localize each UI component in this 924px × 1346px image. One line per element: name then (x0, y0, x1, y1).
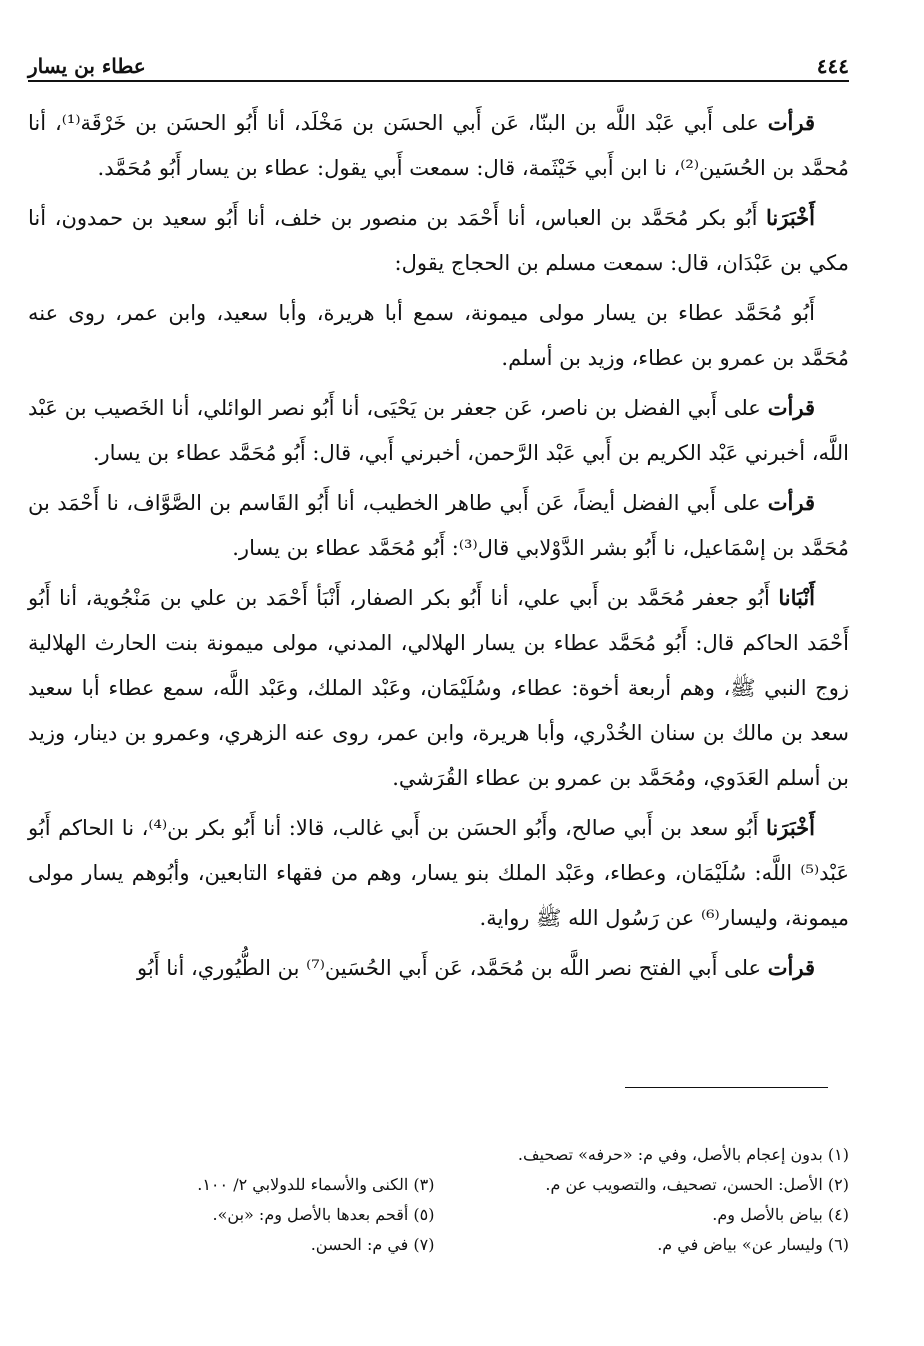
paragraph-lead: قرأت (767, 955, 815, 980)
main-text (28, 100, 849, 1106)
footnotes (40, 1140, 849, 1260)
paragraph (28, 575, 849, 801)
paragraph-lead: أَخْبَرَنا (766, 205, 815, 230)
paragraph-text: على أَبي الفضل بن ناصر، عَن جعفر بن يَحْيَى، أنا أَبُو نصر الوائلي، أنا الخَصيب بن عَبْد اللَّه، أخبرني عَبْد الكريم بن أَبي عَبْد الرَّحمن، أخبرني أَبي، قال: أَبُو مُحَمَّد عطاء بن يسار. (28, 396, 849, 465)
paragraph-text: أَبُو سعد بن أَبي صالح، وأَبُو الحسَن بن أَبي غالب، قالا: أنا أَبُو بكر بن⁽⁴⁾، نا الحاكم أَبُو عَبْد⁽⁵⁾ اللَّه: سُلَيْمَان، وعطاء، وعَبْد الملك بنو يسار، وهم من فقهاء التابعين، وأبُوهم يسار مولى ميمونة، وليسار⁽⁶⁾ عن رَسُول الله ﷺ رواية. (28, 816, 849, 930)
paragraph (28, 290, 849, 381)
paragraph-text: على أَبي الفتح نصر اللَّه بن مُحَمَّد، عَن أَبي الحُسَين⁽⁷⁾ بن الطُّيُوري، أنا أَبُو (137, 956, 768, 980)
page-header (28, 42, 849, 78)
paragraph-text: أَبُو بكر مُحَمَّد بن العباس، أنا أَحْمَد بن منصور بن خلف، أنا أَبُو سعيد بن حمدون، أنا مكي بن عَبْدَان، قال: سمعت مسلم بن الحجاج يقول: (28, 206, 849, 275)
paragraph-lead: قرأت (767, 110, 815, 135)
paragraph-lead: أَخْبَرَنا (766, 815, 815, 840)
paragraph-text: على أَبي عَبْد اللَّه بن البنّا، عَن أَبي الحسَن بن مَخْلَد، أنا أَبُو الحسَن بن خَرْقَة⁽¹⁾، أنا مُحمَّد بن الحُسَين⁽²⁾، نا ابن أَبي خَيْثَمة، قال: سمعت أَبي يقول: عطاء بن يسار أَبُو مُحَمَّد. (28, 111, 849, 180)
footnote: (٢) الأصل: الحسن، تصحيف، والتصويب عن م. (545, 1175, 849, 1194)
paragraph-lead: أَنْبَانا (778, 585, 815, 610)
paragraph-lead: قرأت (767, 395, 815, 420)
footnote: (٥) أقحم بعدها بالأصل وم: «بن». (212, 1205, 435, 1224)
footnote: (٤) بياض بالأصل وم. (712, 1205, 849, 1224)
footnote: (٣) الكنى والأسماء للدولابي ٢/ ١٠٠. (197, 1175, 435, 1194)
paragraph-text: أَبُو مُحَمَّد عطاء بن يسار مولى ميمونة، سمع أبا هريرة، وأبا سعيد، وابن عمر، روى عنه مُحَمَّد بن عمرو بن عطاء، وزيد بن أسلم. (28, 301, 849, 370)
footnote: (٧) في م: الحسن. (310, 1235, 435, 1254)
paragraph-lead: قرأت (767, 490, 815, 515)
footnote-rule (625, 1087, 828, 1088)
paragraph (28, 945, 849, 991)
paragraph (28, 805, 849, 941)
paragraph-text: على أَبي الفضل أيضاً، عَن أَبي طاهر الخطيب، أنا أَبُو القَاسم بن الصَّوَّاف، نا أَحْمَد بن مُحَمَّد بن إسْمَاعيل، نا أَبُو بشر الدَّوْلابي قال⁽³⁾: أَبُو مُحَمَّد عطاء بن يسار. (28, 491, 849, 560)
paragraph (28, 195, 849, 286)
paragraph (28, 385, 849, 476)
paragraph (28, 100, 849, 191)
header-rule (28, 80, 849, 82)
paragraph-text: أَبُو جعفر مُحَمَّد بن أَبي علي، أنا أَبُو بكر الصفار، أَنْبَأ أَحْمَد بن علي بن مَنْجُوية، أنا أَبُو أَحْمَد الحاكم قال: أَبُو مُحَمَّد عطاء بن يسار الهلالي، المدني، مولى ميمونة بنت الحارث الهلالية زوج النبي ﷺ، وهم أربعة أخوة: عطاء، وسُلَيْمَان، وعَبْد الملك، وعَبْد اللَّه، سمع عطاء أبا سعيد سعد بن مالك بن سنان الخُدْري، وأبا هريرة، وابن عمر، روى عنه الزهري، وعمرو بن دينار، وزيد بن أسلم العَدَوي، ومُحَمَّد بن عمرو بن عطاء القُرَشي. (28, 586, 849, 790)
footnotes-right-column (455, 1140, 850, 1260)
page-number: ٤٤٤ (816, 54, 849, 78)
footnote: (٦) وليسار عن» بياض في م. (657, 1235, 849, 1254)
footnote: (١) بدون إعجام بالأصل، وفي م: «حرفه» تصحيف. (517, 1145, 849, 1164)
running-title: عطاء بن يسار (28, 54, 146, 78)
footnotes-left-column (40, 1140, 435, 1260)
paragraph (28, 480, 849, 571)
